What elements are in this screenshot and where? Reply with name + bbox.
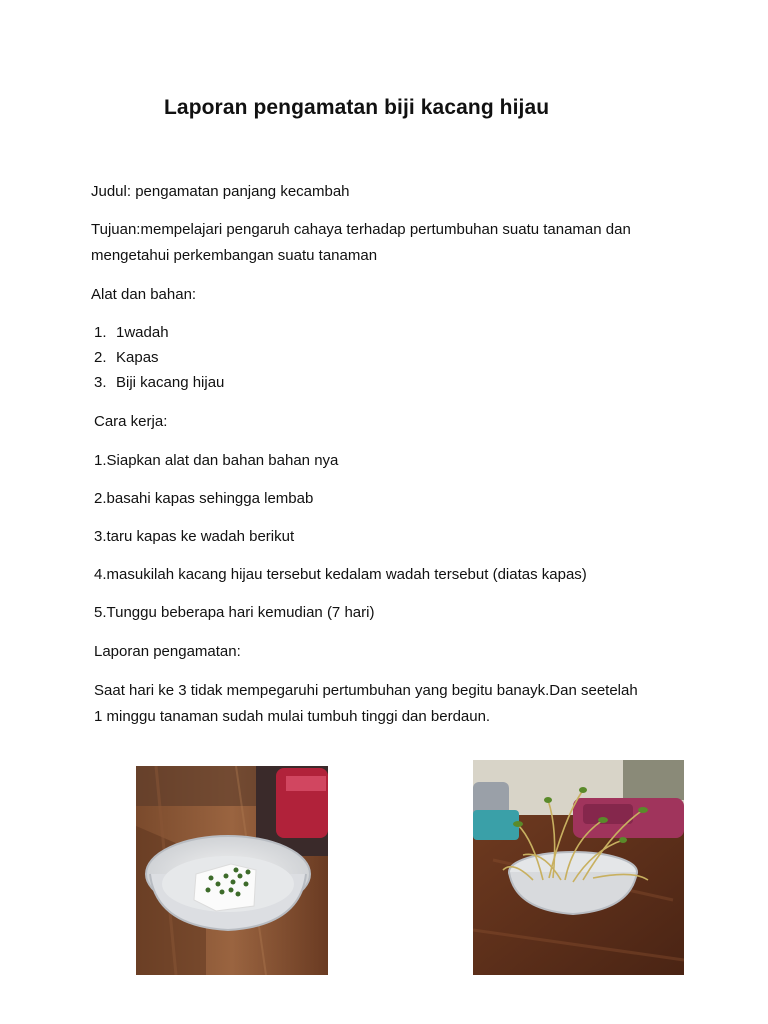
- document-title: Laporan pengamatan biji kacang hijau: [164, 96, 550, 119]
- list-number: 1.: [94, 324, 107, 341]
- list-item: [94, 345, 224, 370]
- step-5: 5.Tunggu beberapa hari kemudian (7 hari): [94, 604, 375, 621]
- photo-bowl-with-seeds-on-cotton: [136, 766, 328, 975]
- list-text: Biji kacang hijau: [116, 374, 225, 391]
- list-text: Kapas: [116, 349, 159, 366]
- step-4: 4.masukilah kacang hijau tersebut kedalam wadah tersebut (diatas kapas): [94, 566, 587, 583]
- step-1: 1.Siapkan alat dan bahan bahan nya: [94, 452, 339, 469]
- alat-list: [94, 320, 224, 395]
- cara-heading: Cara kerja:: [94, 413, 168, 430]
- laporan-heading: Laporan pengamatan:: [94, 643, 241, 660]
- laporan-line-1: Saat hari ke 3 tidak mempegaruhi pertumbuhan yang begitu banayk.Dan seetelah: [94, 682, 638, 699]
- tujuan-line-2: mengetahui perkembangan suatu tanaman: [91, 247, 378, 264]
- step-3: 3.taru kapas ke wadah berikut: [94, 528, 295, 545]
- list-item: [94, 320, 224, 345]
- judul-text: Judul: pengamatan panjang kecambah: [91, 183, 350, 200]
- list-number: 2.: [94, 349, 107, 366]
- photo-bowl-with-sprouts: [473, 760, 684, 975]
- step-2: 2.basahi kapas sehingga lembab: [94, 490, 314, 507]
- tujuan-line-1: Tujuan:mempelajari pengaruh cahaya terhadap pertumbuhan suatu tanaman dan: [91, 221, 631, 238]
- list-item: [94, 370, 224, 395]
- list-text: 1wadah: [116, 324, 169, 341]
- alat-heading: Alat dan bahan:: [91, 286, 197, 303]
- laporan-line-2: 1 minggu tanaman sudah mulai tumbuh tinggi dan berdaun.: [94, 708, 491, 725]
- list-number: 3.: [94, 374, 107, 391]
